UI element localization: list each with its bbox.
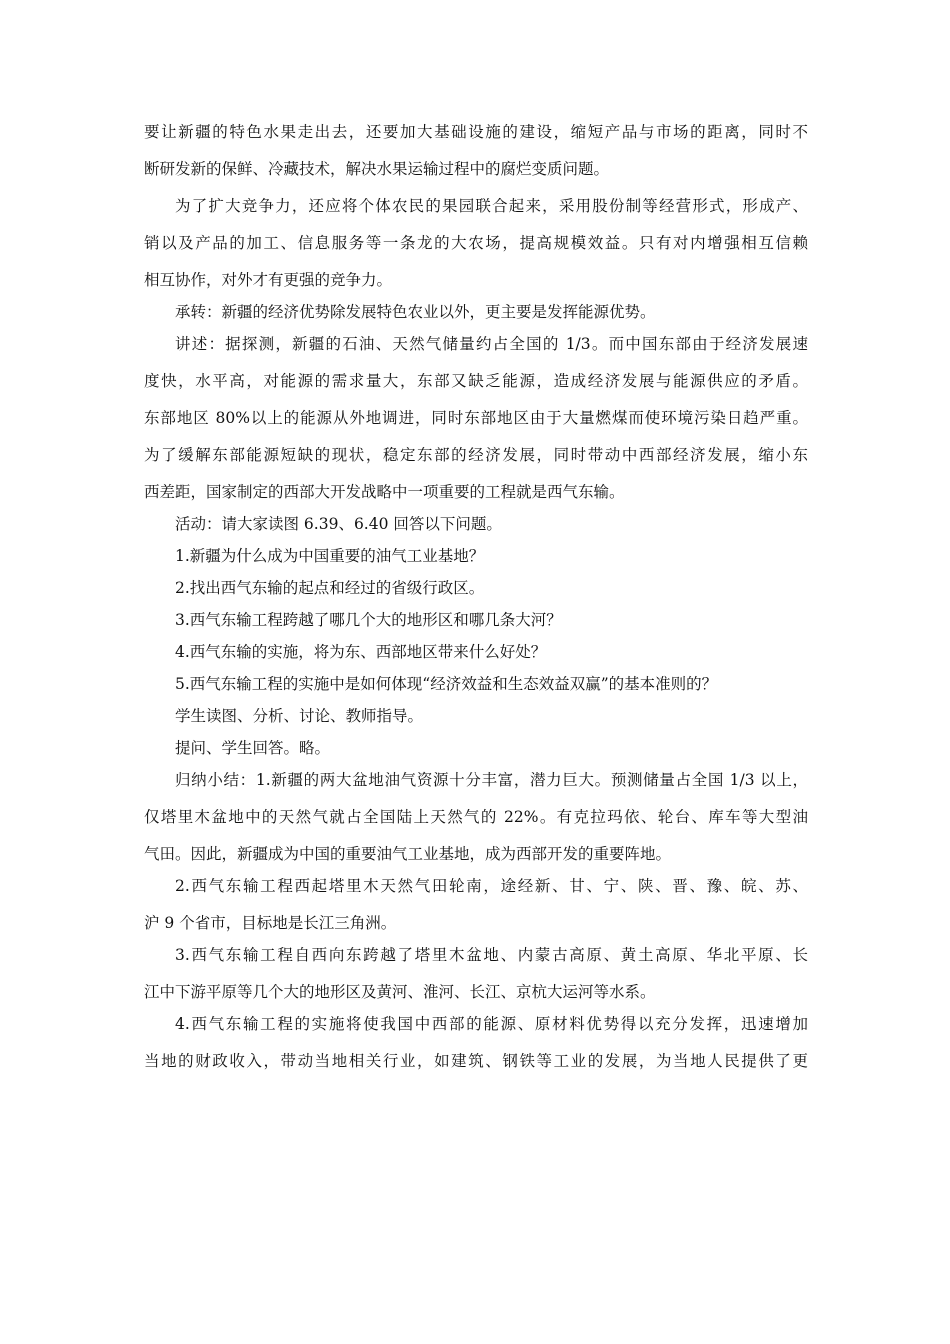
text-line: 学生读图、分析、讨论、教师指导。	[175, 707, 424, 725]
document-body	[144, 122, 808, 1071]
text-line: 气田。因此，新疆成为中国的重要油气工业基地，成为西部开发的重要阵地。	[144, 845, 672, 863]
text-line: 3.西气东输工程自西向东跨越了塔里木盆地、内蒙古高原、黄土高原、华北平原、长	[175, 946, 808, 964]
text-line: 2.西气东输工程西起塔里木天然气田轮南，途经新、甘、宁、陕、晋、豫、皖、苏、	[175, 877, 808, 895]
text-line: 要让新疆的特色水果走出去，还要加大基础设施的建设，缩短产品与市场的距离，同时不	[144, 123, 808, 141]
text-line: 活动：请大家读图 6.39、6.40 回答以下问题。	[175, 515, 502, 533]
question-item: 3.西气东输工程跨越了哪几个大的地形区和哪几条大河？	[175, 611, 562, 629]
text-line: 沪 9 个省市，目标地是长江三角洲。	[144, 914, 397, 932]
question-item: 5.西气东输工程的实施中是如何体现“经济效益和生态效益双赢”的基本准则的？	[175, 675, 718, 693]
text-line: 西差距，国家制定的西部大开发战略中一项重要的工程就是西气东输。	[144, 483, 625, 501]
text-line: 讲述：据探测，新疆的石油、天然气储量约占全国的 1/3。而中国东部由于经济发展速	[175, 335, 808, 353]
text-line: 断研发新的保鲜、冷藏技术，解决水果运输过程中的腐烂变质问题。	[144, 160, 610, 178]
question-item: 4.西气东输的实施，将为东、西部地区带来什么好处？	[175, 643, 547, 661]
text-line: 仅塔里木盆地中的天然气就占全国陆上天然气的 22%。有克拉玛依、轮台、库车等大型油	[144, 808, 808, 826]
text-line: 为了缓解东部能源短缺的现状，稳定东部的经济发展，同时带动中西部经济发展，缩小东	[144, 446, 808, 464]
text-line: 提问、学生回答。略。	[175, 739, 331, 757]
text-line: 承转：新疆的经济优势除发展特色农业以外，更主要是发挥能源优势。	[175, 303, 656, 321]
text-line: 江中下游平原等几个大的地形区及黄河、淮河、长江、京杭大运河等水系。	[144, 983, 656, 1001]
text-line: 4.西气东输工程的实施将使我国中西部的能源、原材料优势得以充分发挥，迅速增加	[175, 1015, 808, 1033]
text-line: 东部地区 80%以上的能源从外地调进，同时东部地区由于大量燃煤而使环境污染日趋严重。	[144, 409, 808, 427]
text-line: 当地的财政收入，带动当地相关行业，如建筑、钢铁等工业的发展，为当地人民提供了更	[144, 1052, 808, 1070]
question-item: 2.找出西气东输的起点和经过的省级行政区。	[175, 579, 485, 597]
text-line: 度快，水平高，对能源的需求量大，东部又缺乏能源，造成经济发展与能源供应的矛盾。	[144, 372, 808, 390]
text-line: 销以及产品的加工、信息服务等一条龙的大农场，提高规模效益。只有对内增强相互信赖	[144, 234, 808, 252]
text-line: 为了扩大竞争力，还应将个体农民的果园联合起来，采用股份制等经营形式，形成产、	[175, 197, 808, 215]
text-line: 相互协作，对外才有更强的竞争力。	[144, 271, 393, 289]
text-line: 归纳小结：1.新疆的两大盆地油气资源十分丰富，潜力巨大。预测储量占全国 1/3 以上，	[175, 771, 808, 789]
question-item: 1.新疆为什么成为中国重要的油气工业基地？	[175, 547, 485, 565]
